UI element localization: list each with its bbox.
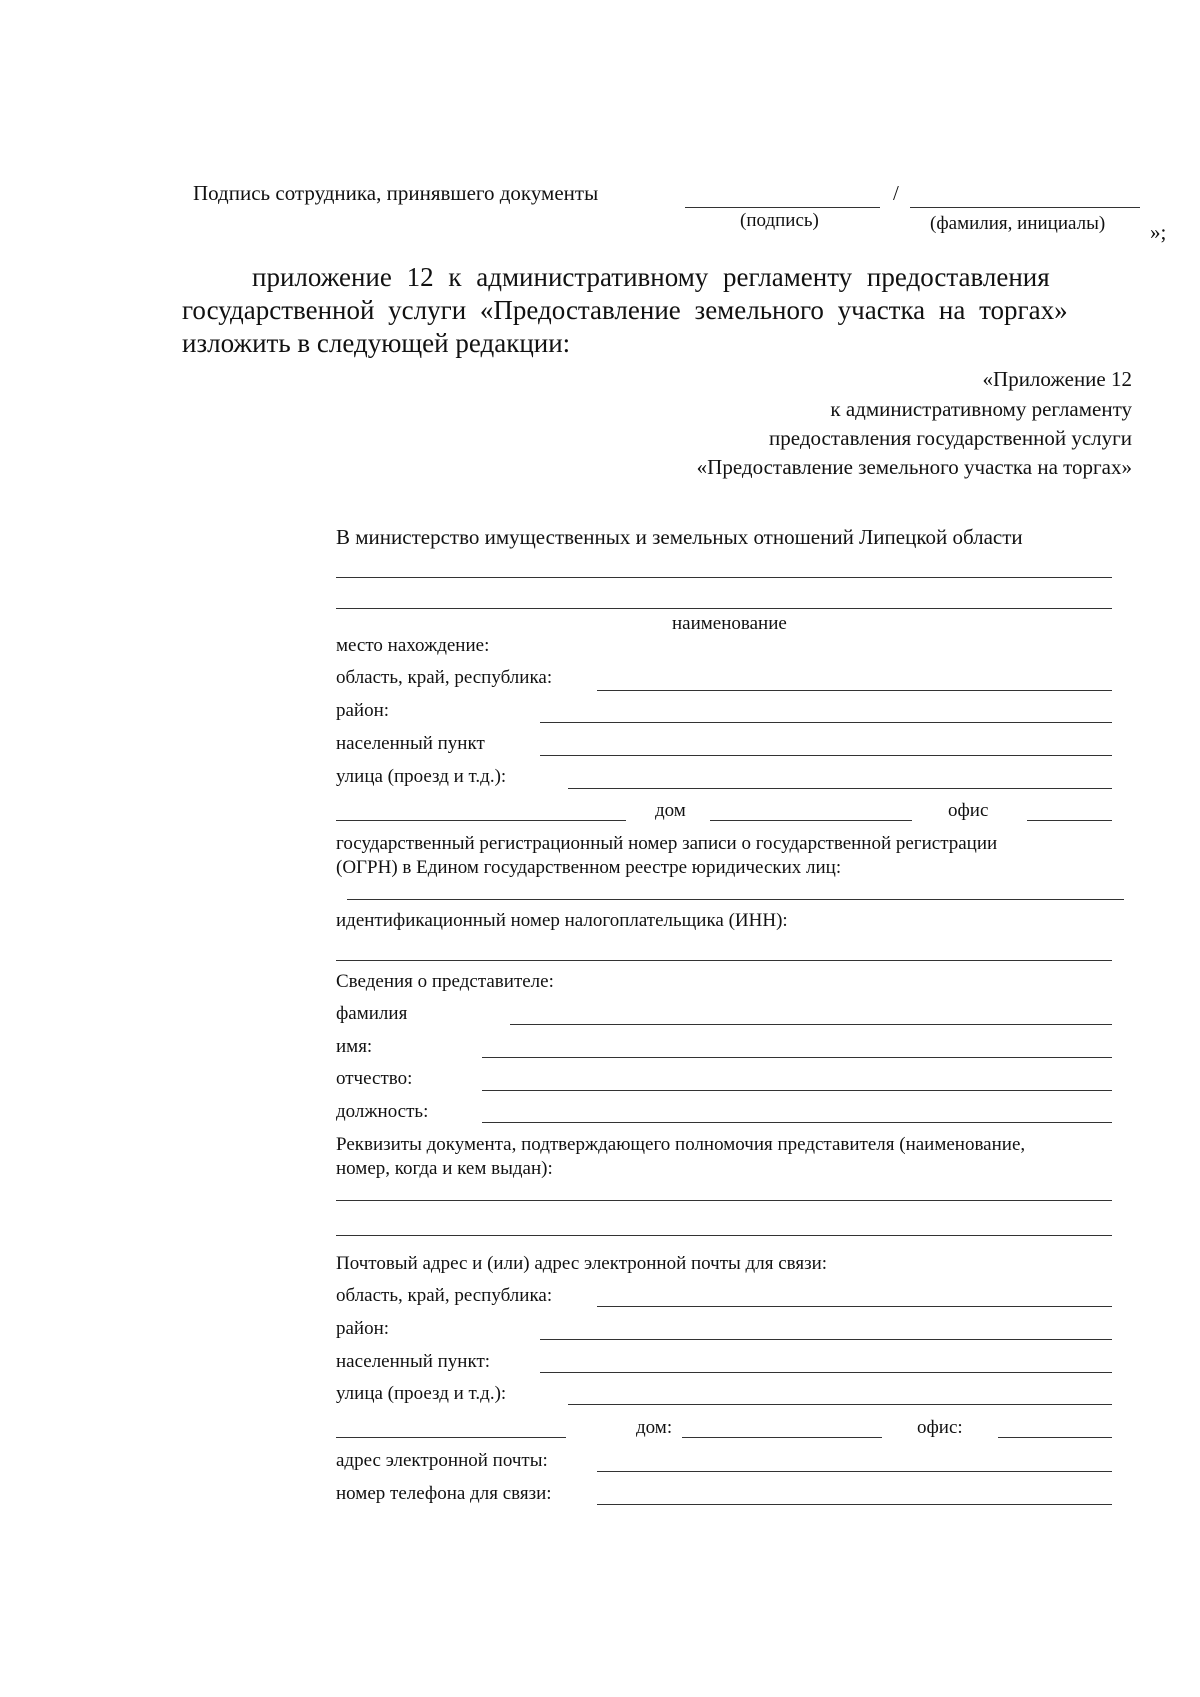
postal-house-label: дом: [636, 1417, 673, 1438]
postal-street-label: улица (проезд и т.д.): [336, 1383, 507, 1404]
paragraph-line-2: государственной услуги «Предоставление земельного участка на торгах» [182, 295, 1068, 325]
email-field[interactable] [597, 1471, 1112, 1472]
addressee: В министерство имущественных и земельных отношений Липецкой области [336, 525, 1023, 549]
postal-street-extra-field[interactable] [336, 1437, 566, 1438]
locality-field[interactable] [540, 755, 1112, 756]
district-field[interactable] [540, 722, 1112, 723]
ogrn-label-1: государственный регистрационный номер записи о государственной регистрации [336, 833, 998, 854]
name-caption: наименование [672, 613, 787, 634]
street-extra-field[interactable] [336, 820, 626, 821]
phone-label: номер телефона для связи: [336, 1483, 552, 1504]
postal-office-label: офис: [917, 1417, 963, 1438]
first-name-label: имя: [336, 1036, 373, 1057]
surname-field[interactable] [510, 1024, 1112, 1025]
office-label: офис [948, 800, 989, 821]
postal-house-field[interactable] [682, 1437, 882, 1438]
rep-doc-label-1: Реквизиты документа, подтверждающего полномочия представителя (наименование, [336, 1134, 1026, 1155]
postal-street-field[interactable] [568, 1404, 1112, 1405]
postal-locality-field[interactable] [540, 1372, 1112, 1373]
paragraph-line-1: приложение 12 к административному регламенту предоставления [252, 262, 1050, 292]
district-label: район: [336, 700, 390, 721]
patronymic-label: отчество: [336, 1068, 413, 1089]
region-field[interactable] [597, 690, 1112, 691]
signature-label: Подпись сотрудника, принявшего документы [193, 181, 599, 205]
name-initials-line[interactable] [910, 207, 1140, 208]
name-initials-caption: (фамилия, инициалы) [930, 213, 1106, 234]
rep-doc-field-2[interactable] [336, 1235, 1112, 1236]
inn-label: идентификационный номер налогоплательщика (ИНН): [336, 910, 788, 931]
position-label: должность: [336, 1101, 429, 1122]
postal-office-field[interactable] [998, 1437, 1112, 1438]
postal-title: Почтовый адрес и (или) адрес электронной почты для связи: [336, 1253, 828, 1274]
region-label: область, край, республика: [336, 667, 553, 688]
rep-doc-field-1[interactable] [336, 1200, 1112, 1201]
slash: / [893, 181, 899, 205]
inn-field[interactable] [336, 960, 1112, 961]
ogrn-field[interactable] [347, 899, 1124, 900]
representative-title: Сведения о представителе: [336, 971, 554, 992]
paragraph-line-3: изложить в следующей редакции: [182, 328, 571, 358]
patronymic-field[interactable] [482, 1090, 1112, 1091]
email-label: адрес электронной почты: [336, 1450, 548, 1471]
location-title: место нахождение: [336, 635, 490, 656]
first-name-field[interactable] [482, 1057, 1112, 1058]
closing-quote: »; [1150, 220, 1167, 244]
street-label: улица (проезд и т.д.): [336, 766, 507, 787]
street-field[interactable] [568, 788, 1112, 789]
rep-doc-label-2: номер, когда и кем выдан): [336, 1158, 553, 1179]
phone-field[interactable] [597, 1504, 1112, 1505]
position-field[interactable] [482, 1122, 1112, 1123]
ogrn-label-2: (ОГРН) в Едином государственном реестре юридических лиц: [336, 857, 842, 878]
postal-locality-label: населенный пункт: [336, 1351, 491, 1372]
house-field[interactable] [710, 820, 912, 821]
appendix-line-1: «Приложение 12 [982, 367, 1132, 391]
appendix-line-3: предоставления государственной услуги [769, 426, 1132, 450]
postal-region-label: область, край, республика: [336, 1285, 553, 1306]
office-field[interactable] [1027, 820, 1112, 821]
postal-district-label: район: [336, 1318, 390, 1339]
signature-caption: (подпись) [740, 210, 819, 231]
signature-line[interactable] [685, 207, 880, 208]
house-label: дом [655, 800, 686, 821]
appendix-line-4: «Предоставление земельного участка на торгах» [696, 455, 1132, 479]
locality-label: населенный пункт [336, 733, 485, 754]
name-line-1[interactable] [336, 577, 1112, 578]
appendix-line-2: к административному регламенту [830, 397, 1132, 421]
postal-district-field[interactable] [540, 1339, 1112, 1340]
name-line-2[interactable] [336, 608, 1112, 609]
postal-region-field[interactable] [597, 1306, 1112, 1307]
surname-label: фамилия [336, 1003, 408, 1024]
